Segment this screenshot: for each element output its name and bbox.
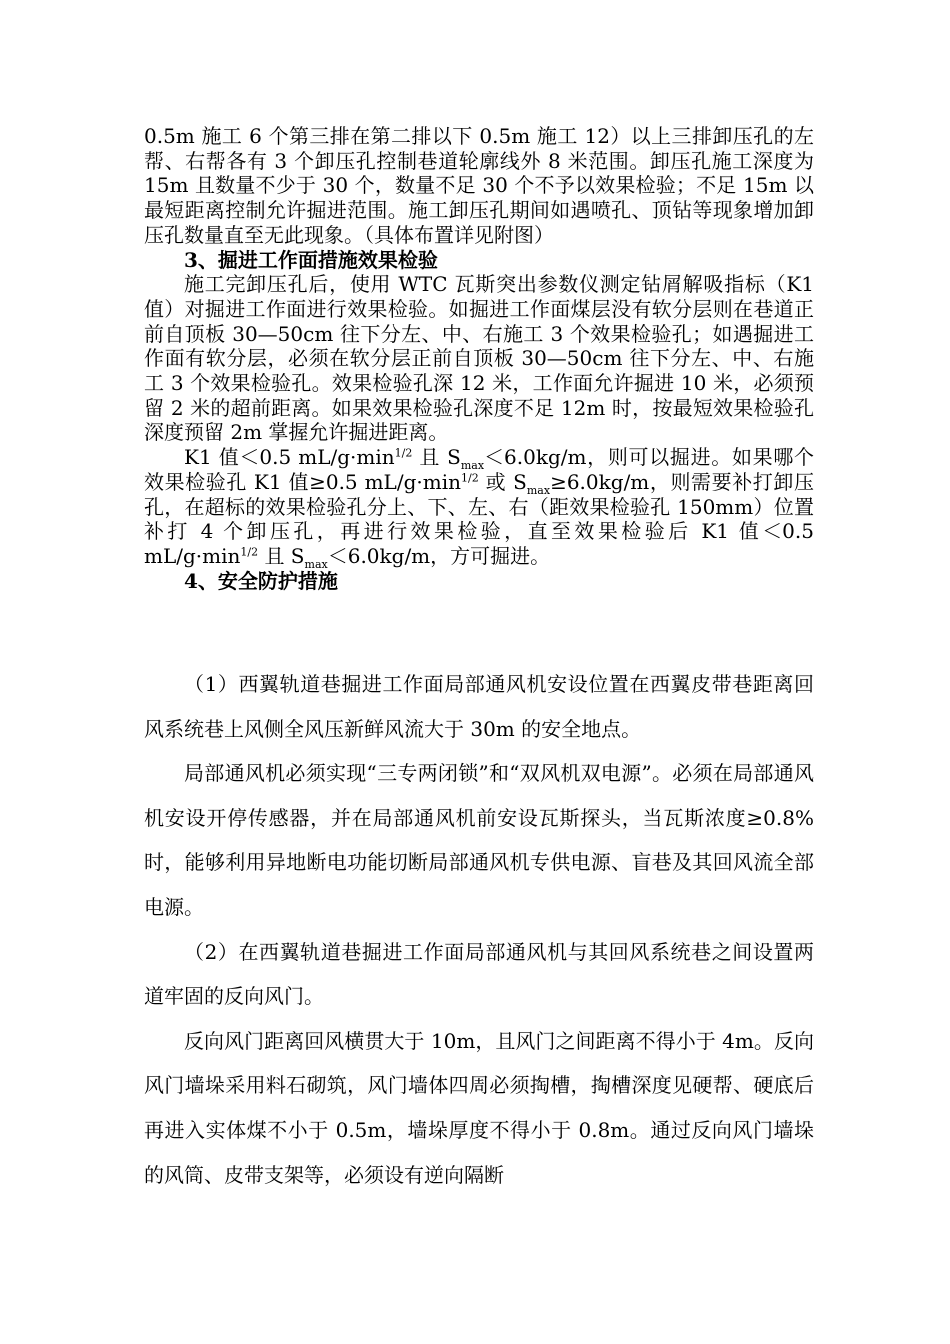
paragraph-relief-hole-layout: 0.5m 施工 6 个第三排在第二排以下 0.5m 施工 12）以上三排卸压孔的左帮、右帮各有 3 个卸压孔控制巷道轮廓线外 8 米范围。卸压孔施工深度为 15m 且数量不少于 30 个，数量不足 30 个不予以效果检验；不足 15m 以最短距离控制允许掘进范围。施工卸压孔期间如遇喷孔、顶钻等现象增加卸压孔数量直至无此现象。（具体布置详见附图） bbox=[144, 124, 814, 247]
k1-text-7: ＜6.0kg/m，方可掘进。 bbox=[327, 543, 551, 568]
k1-sup-3: 1/2 bbox=[240, 545, 259, 559]
paragraph-fan-requirements: 局部通风机必须实现“三专两闭锁”和“双风机双电源”。必须在局部通风机安设开停传感器，并在局部通风机前安设瓦斯探头，当瓦斯浓度≥0.8%时，能够利用异地断电功能切断局部通风机专供电源、盲巷及其回风流全部电源。 bbox=[144, 761, 814, 919]
section-relief-holes bbox=[144, 124, 814, 593]
paragraph-k1-criteria bbox=[144, 445, 814, 569]
k1-text-5: ≥6.0kg/m，则需要补打卸压孔，在超标的效果检验孔分上、下、左、右（距效果检验孔 150mm）位置补打 4 个卸压孔，再进行效果检验，直至效果检验后 K1 值＜0.5 mL/g·min bbox=[144, 469, 814, 568]
section-safety-measures bbox=[144, 662, 814, 1197]
paragraph-reverse-doors: （2）在西翼轨道巷掘进工作面局部通风机与其回风系统巷之间设置两道牢固的反向风门。 bbox=[144, 939, 814, 1009]
k1-text-2: 且 S bbox=[412, 445, 461, 470]
k1-text-4: 或 S bbox=[478, 469, 527, 494]
k1-sub-3: max bbox=[304, 557, 328, 571]
k1-text-1: K1 值＜0.5 mL/g·min bbox=[184, 445, 395, 470]
heading-effect-test: 3、掘进工作面措施效果检验 bbox=[184, 247, 438, 272]
k1-sub-1: max bbox=[460, 459, 485, 473]
k1-sup-1: 1/2 bbox=[394, 446, 413, 460]
heading-safety-measures: 4、安全防护措施 bbox=[184, 568, 338, 593]
paragraph-door-construction: 反向风门距离回风横贯大于 10m，且风门之间距离不得小于 4m。反向风门墙垛采用料石砌筑，风门墙体四周必须掏槽，掏槽深度见硬帮、硬底后再进入实体煤不小于 0.5m，墙垛厚度不得小于 0.8m。通过反向风门墙垛的风筒、皮带支架等，必须设有逆向隔断 bbox=[144, 1028, 814, 1187]
paragraph-fan-location: （1）西翼轨道巷掘进工作面局部通风机安设位置在西翼皮带巷距离回风系统巷上风侧全风压新鲜风流大于 30m 的安全地点。 bbox=[144, 672, 814, 741]
paragraph-effect-test: 施工完卸压孔后，使用 WTC 瓦斯突出参数仪测定钻屑解吸指标（K1 值）对掘进工作面进行效果检验。如掘进工作面煤层没有软分层则在巷道正前自顶板 30—50cm 往下分左、中、右施工 3 个效果检验孔；如遇掘进工作面有软分层，必须在软分层正前自顶板 30—50cm 往下分左、中、右施工 3 个效果检验孔。效果检验孔深 12 米，工作面允许掘进 10 米，必须预留 2 米的超前距离。如果效果检验孔深度不足 12m 时，按最短效果检验孔深度预留 2m 掌握允许掘进距离。 bbox=[144, 272, 814, 445]
k1-text-6: 且 S bbox=[258, 543, 305, 568]
k1-sup-2: 1/2 bbox=[460, 471, 479, 485]
k1-sub-2: max bbox=[526, 483, 551, 497]
k1-text-3: ＜6.0kg/m，则可以掘进。如果哪个效果检验孔 K1 值≥0.5 mL/g·min bbox=[144, 445, 815, 494]
